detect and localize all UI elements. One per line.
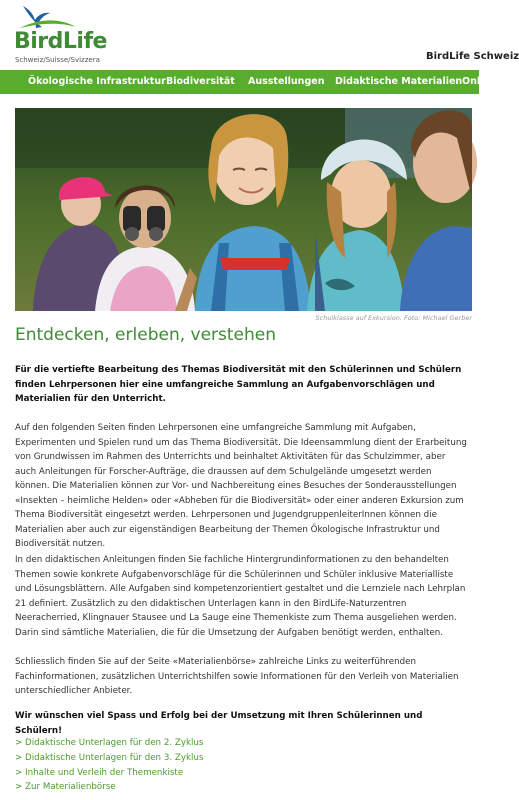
nav-item-online[interactable]: Online (462, 76, 497, 87)
nav-item-ausstellungen[interactable]: Ausstellungen (248, 76, 325, 87)
page-heading: Entdecken, erleben, verstehen (15, 325, 277, 345)
related-links (15, 736, 203, 795)
site-title[interactable]: BirdLife Schweiz (426, 51, 519, 62)
list-item (15, 736, 203, 751)
list-item (15, 751, 203, 766)
closing-paragraph: Wir wünschen viel Spass und Erfolg bei der Umsetzung mit Ihren Schülerinnen und Schülern! (15, 711, 423, 736)
hero-illustration (15, 108, 472, 311)
lead-paragraph: Für die vertiefte Bearbeitung des Themas Biodiversität mit den Schülerinnen und Schülern finden Lehrpersonen hier eine umfangreiche Sammlung an Aufgabenvorschlägen und Materialien für den Unterricht. (15, 365, 462, 404)
nav-item-didaktische-materialien[interactable]: Didaktische Materialien (335, 76, 463, 87)
paragraph-3: Schliesslich finden Sie auf der Seite «Materialienbörse» zahlreiche Links zu weiterführenden Fachinformationen, zusätzlichen Unterrichtshilfen sowie Informationen für den Verleih von Materialien unterschiedlicher Anbieter. (15, 657, 459, 696)
hero-caption: Schulklasse auf Exkursion. Foto: Michael Gerber (315, 314, 472, 322)
paragraph-1: Auf den folgenden Seiten finden Lehrpersonen eine umfangreiche Sammlung mit Aufgaben, Experimenten und Spielen rund um das Thema Biodiversität. Die Ideensammlung dient der Erarbeitung von Grundwissen im Rahmen des Unterrichts und beinhaltet Aktivitäten für das Schulzimmer, aber auch Anleitungen für Forscher-Aufträge, die draussen auf dem Schulgelände umgesetzt werden können. Die Materialien können zur Vor- und Nachbereitung eines Besuches der Sonderausstellungen «Insekten – heimliche Helden» oder «Abheben für die Biodiversität» oder einer anderen Exkursion zum Thema Biodiversität eingesetzt werden. Lehrpersonen und JugendgruppenleiterInnen können die Materialien aber auch zur eigenständigen Bearbeitung der Themen Ökologische Infrastruktur und Biodiversität nutzen. (15, 423, 467, 549)
nav-item-oekologische-infrastruktur[interactable]: Ökologische Infrastruktur (28, 76, 166, 87)
logo-subtitle: Schweiz/Suisse/Svizzera (15, 56, 100, 64)
paragraph-2: In den didaktischen Anleitungen finden Sie fachliche Hintergrundinformationen zu den behandelten Themen sowie konkrete Aufgabenvorschläge für die Schülerinnen und Schüler inklusive Materialliste und Lösungsblättern. Alle Aufgaben sind kompetenzorientiert gestaltet und die Lernziele nach Lehrplan 21 definiert. Zusätzlich zu den didaktischen Unterlagen kann in den BirdLife-Naturzentren Neeracherried, Klingnauer Stausee und La Sauge eine Themenkiste zum Thema ausgeliehen werden. Darin sind sämtliche Materialien, die für die Umsetzung der Aufgaben benötigt werden, enthalten. (15, 555, 466, 638)
site-header (0, 0, 519, 70)
link-zyklus-3[interactable]: > Didaktische Unterlagen für den 3. Zyklus (15, 752, 204, 763)
main-navigation (0, 70, 497, 94)
logo-wordmark: BirdLife (14, 29, 107, 54)
birdlife-logo[interactable] (12, 4, 112, 66)
link-zyklus-2[interactable]: > Didaktische Unterlagen für den 2. Zyklus (15, 738, 204, 748)
link-materialienboerse[interactable]: > Zur Materialienbörse (15, 782, 116, 793)
hero-photo (15, 108, 472, 311)
list-item (15, 780, 203, 795)
list-item (15, 766, 203, 781)
link-themenkiste[interactable]: > Inhalte und Verleih der Themenkiste (15, 767, 184, 778)
nav-item-biodiversitaet[interactable]: Biodiversität (166, 76, 235, 87)
